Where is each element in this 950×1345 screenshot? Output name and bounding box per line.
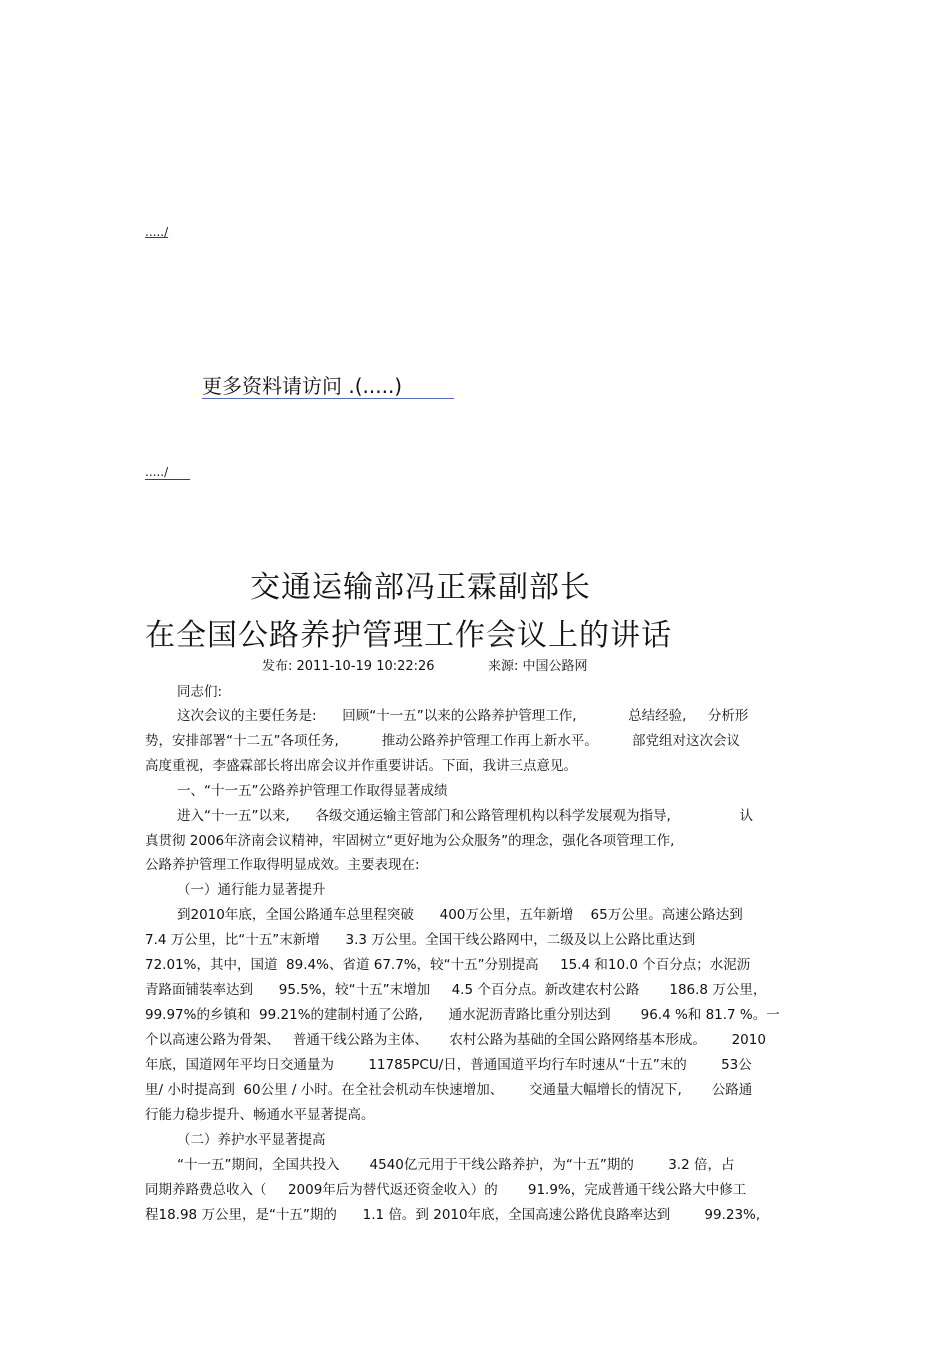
paragraph-4-line: 同期养路费总收入（ 2009年后为替代返还资金收入）的 91.9%，完成普通干线公路大中修工	[145, 1182, 747, 1198]
paragraph-3-line: 个以高速公路为骨架、 普通干线公路为主体、 农村公路为基础的全国公路网络基本形成。 2010	[145, 1032, 766, 1048]
paragraph-1-line: 这次会议的主要任务是: 回顾“十一五”以来的公路养护管理工作, 总结经验, 分析形	[177, 708, 749, 724]
paragraph-2-line: 进入“十一五”以来, 各级交通运输主管部门和公路管理机构以科学发展观为指导, 认	[177, 808, 753, 824]
header-link-2[interactable]: ...../	[145, 465, 190, 480]
source: 来源: 中国公路网	[488, 659, 588, 674]
paragraph-2-line: 真贯彻 2006年济南会议精神，牢固树立“更好地为公众服务”的理念，强化各项管理工作,	[145, 833, 675, 849]
paragraph-3-line: 里/ 小时提高到 60公里 / 小时。在全社会机动车快速增加、 交通量大幅增长的情况下, 公路通	[145, 1082, 753, 1098]
title-line-1: 交通运输部冯正霖副部长	[250, 570, 591, 605]
paragraph-3-line: 青路面铺装率达到 95.5%，较“十五”末增加 4.5 个百分点。新改建农村公路 186.8 万公里，	[145, 982, 767, 998]
publish-date: 发布: 2011-10-19 10:22:26	[262, 659, 435, 674]
sub-heading-1: （一）通行能力显著提升	[177, 882, 326, 898]
greeting: 同志们:	[177, 684, 223, 700]
paragraph-4-line: 程18.98 万公里，是“十五”期的 1.1 倍。到 2010年底，全国高速公路优良路率达到 99.23%,	[145, 1207, 761, 1223]
paragraph-3-line: 到2010年底，全国公路通车总里程突破 400万公里，五年新增 65万公里。高速公路达到	[177, 907, 743, 923]
paragraph-2-line: 公路养护管理工作取得明显成效。主要表现在:	[145, 857, 420, 873]
paragraph-3-line: 7.4 万公里，比“十五”末新增 3.3 万公里。全国干线公路网中，二级及以上公路比重达到	[145, 932, 696, 948]
paragraph-1-line: 势，安排部署“十二五”各项任务, 推动公路养护管理工作再上新水平。 部党组对这次会议	[145, 733, 741, 749]
paragraph-3-line: 行能力稳步提升、畅通水平显著提高。	[145, 1107, 375, 1123]
section-heading-1: 一、“十一五”公路养护管理工作取得显著成绩	[177, 783, 448, 799]
more-info-link[interactable]: 更多资料请访问 .(.....)	[202, 374, 454, 399]
paragraph-4-line: “十一五”期间，全国共投入 4540亿元用于干线公路养护，为“十五”期的 3.2 倍，占	[177, 1157, 735, 1173]
paragraph-3-line: 年底，国道网年平均日交通量为 11785PCU/日，普通国道平均行车时速从“十五”末的 53公	[145, 1057, 752, 1073]
paragraph-3-line: 99.97%的乡镇和 99.21%的建制村通了公路, 通水泥沥青路比重分别达到 96.4 %和 81.7 %。一	[145, 1007, 780, 1023]
title-line-2: 在全国公路养护管理工作会议上的讲话	[145, 618, 672, 653]
header-link-1[interactable]: ...../	[145, 225, 169, 239]
paragraph-3-line: 72.01%，其中，国道 89.4%、省道 67.7%，较“十五”分别提高 15.4 和10.0 个百分点；水泥沥	[145, 957, 751, 973]
sub-heading-2: （二）养护水平显著提高	[177, 1132, 326, 1148]
paragraph-1-line: 高度重视，李盛霖部长将出席会议并作重要讲话。下面，我讲三点意见。	[145, 758, 577, 774]
